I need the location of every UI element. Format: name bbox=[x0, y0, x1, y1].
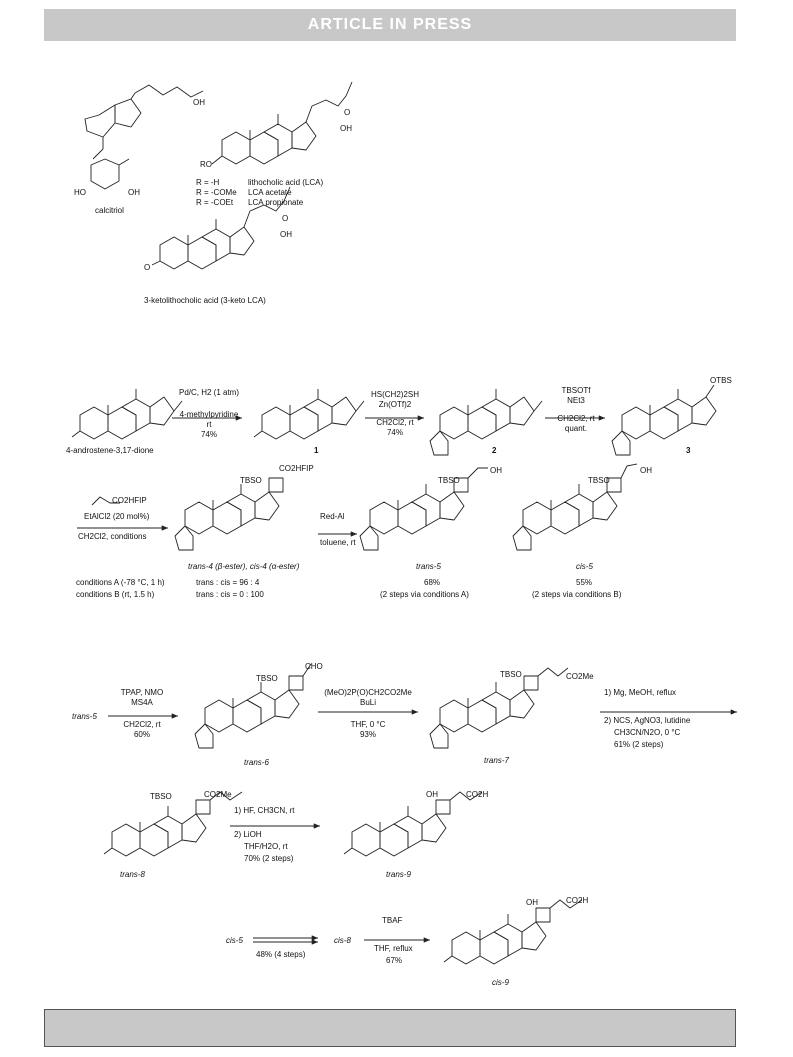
step7-conditions: (MeO)2P(O)CH2CO2Me BuLi THF, 0 °C 93% bbox=[324, 688, 412, 739]
tbso-trans6: TBSO bbox=[256, 674, 278, 683]
compound-3-structure bbox=[612, 385, 716, 455]
tbso-trans8: TBSO bbox=[150, 792, 172, 801]
step9-line3: THF/H2O, rt bbox=[244, 842, 288, 851]
cis9-oh: OH bbox=[526, 898, 538, 907]
lca-ro: RO bbox=[200, 160, 212, 169]
tbso-4: TBSO bbox=[240, 476, 262, 485]
step5-conditions: toluene, rt bbox=[320, 538, 356, 547]
ratio-b: trans : cis = 0 : 100 bbox=[196, 590, 264, 599]
cis-yield-4steps: 48% (4 steps) bbox=[256, 950, 306, 959]
cis8-label: cis-8 bbox=[334, 936, 351, 945]
trans9-label: trans-9 bbox=[386, 870, 411, 879]
trans-5-structure bbox=[360, 468, 488, 550]
trans-6-structure bbox=[195, 664, 311, 748]
trans-8-structure bbox=[104, 792, 242, 856]
calcitriol-oh: OH bbox=[193, 98, 205, 107]
step6-conditions: TPAP, NMO MS4A CH2Cl2, rt 60% bbox=[120, 688, 164, 739]
step3-conditions: TBSOTf NEt3 CH2Cl2, rt quant. bbox=[557, 386, 595, 433]
cis5-note: (2 steps via conditions B) bbox=[532, 590, 622, 599]
compound-4-structure bbox=[175, 478, 283, 550]
otbs-label: OTBS bbox=[710, 376, 732, 385]
cho-label: CHO bbox=[305, 662, 323, 671]
step4-solvent: CH2Cl2, conditions bbox=[78, 532, 147, 541]
keto-o: O bbox=[282, 214, 289, 223]
calcitriol-oh2: OH bbox=[128, 188, 140, 197]
trans8-label: trans-8 bbox=[120, 870, 145, 879]
compound-1-label: 1 bbox=[314, 446, 319, 455]
trans5-yield: 68% bbox=[424, 578, 441, 587]
co2me-trans7: CO2Me bbox=[566, 672, 594, 681]
step8-line2: 2) NCS, AgNO3, lutidine bbox=[604, 716, 691, 725]
step8-line3: CH3CN/N2O, 0 °C bbox=[614, 728, 681, 737]
tbso-trans7: TBSO bbox=[500, 670, 522, 679]
step10-conditions: THF, reflux bbox=[374, 944, 413, 953]
calcitriol-name: calcitriol bbox=[95, 206, 124, 215]
compound-2-label: 2 bbox=[492, 446, 497, 455]
cis-5-structure bbox=[513, 464, 637, 550]
trans6-label: trans-6 bbox=[244, 758, 269, 767]
co2hfip-4: CO2HFIP bbox=[279, 464, 314, 473]
conditions-a: conditions A (-78 °C, 1 h) bbox=[76, 578, 165, 587]
step8-line4: 61% (2 steps) bbox=[614, 740, 664, 749]
compound-2-structure bbox=[430, 389, 542, 455]
compound-3-label: 3 bbox=[686, 446, 691, 455]
trans5-oh: OH bbox=[490, 466, 502, 475]
keto-ketone-o: O bbox=[144, 263, 151, 272]
cis5-oh: OH bbox=[640, 466, 652, 475]
calcitriol-ho: HO bbox=[74, 188, 86, 197]
acrylate-label: CO2HFIP bbox=[112, 496, 147, 505]
trans-9-structure bbox=[344, 792, 482, 856]
step9-line1: 1) HF, CH3CN, rt bbox=[234, 806, 295, 815]
step2-conditions: HS(CH2)2SH Zn(OTf)2 CH2Cl2, rt 74% bbox=[370, 390, 419, 437]
footer-bar bbox=[44, 1009, 736, 1047]
step9-line2: 2) LiOH bbox=[234, 830, 262, 839]
co2h-cis9: CO2H bbox=[566, 896, 589, 905]
compound-4-label: trans-4 (β-ester), cis-4 (α-ester) bbox=[188, 562, 300, 571]
lca-o: O bbox=[344, 108, 351, 117]
co2me-trans8: CO2Me bbox=[204, 790, 232, 799]
androstenedione-name: 4-androstene-3,17-dione bbox=[66, 446, 154, 455]
trans7-label: trans-7 bbox=[484, 756, 509, 765]
tbso-trans5: TBSO bbox=[438, 476, 460, 485]
lca-structure bbox=[212, 82, 352, 164]
r-row-1-b: lithocholic acid (LCA) bbox=[248, 178, 324, 187]
step8-line1: 1) Mg, MeOH, reflux bbox=[604, 688, 677, 697]
conditions-b: conditions B (rt, 1.5 h) bbox=[76, 590, 155, 599]
cis5-label: cis-5 bbox=[576, 562, 593, 571]
step4-catalyst: EtAlCl2 (20 mol%) bbox=[84, 512, 150, 521]
trans5-note: (2 steps via conditions A) bbox=[380, 590, 469, 599]
scheme2-start: trans-5 bbox=[72, 712, 97, 721]
step10-reagent: TBAF bbox=[382, 916, 403, 925]
compound-1-structure bbox=[254, 389, 364, 439]
keto-lca-name: 3-ketolithocholic acid (3-keto LCA) bbox=[144, 296, 266, 305]
trans-7-structure bbox=[430, 668, 568, 748]
cis5-yield: 55% bbox=[576, 578, 593, 587]
calcitriol-structure bbox=[85, 85, 203, 189]
keto-oh: OH bbox=[280, 230, 292, 239]
step1-conditions: Pd/C, H2 (1 atm) 4-methylpyridine rt 74% bbox=[178, 388, 239, 439]
step9-line4: 70% (2 steps) bbox=[244, 854, 294, 863]
step10-yield: 67% bbox=[386, 956, 403, 965]
r-row-1-a: R = -H bbox=[196, 178, 220, 187]
step5-reagent: Red-Al bbox=[320, 512, 345, 521]
lca-oh: OH bbox=[340, 124, 352, 133]
r-row-3-b: LCA propionate bbox=[248, 198, 304, 207]
r-row-2-a: R = -COMe bbox=[196, 188, 237, 197]
r-row-3-a: R = -COEt bbox=[196, 198, 234, 207]
cis9-label: cis-9 bbox=[492, 978, 509, 987]
trans5-label: trans-5 bbox=[416, 562, 441, 571]
r-row-2-b: LCA acetate bbox=[248, 188, 292, 197]
co2h-trans9: CO2H bbox=[466, 790, 489, 799]
cis5-start: cis-5 bbox=[226, 936, 243, 945]
tbso-cis5: TBSO bbox=[588, 476, 610, 485]
androstenedione-structure bbox=[72, 389, 182, 439]
cis-9-structure bbox=[444, 900, 582, 964]
trans9-oh: OH bbox=[426, 790, 438, 799]
ratio-a: trans : cis = 96 : 4 bbox=[196, 578, 260, 587]
banner-title: ARTICLE IN PRESS bbox=[307, 16, 473, 33]
